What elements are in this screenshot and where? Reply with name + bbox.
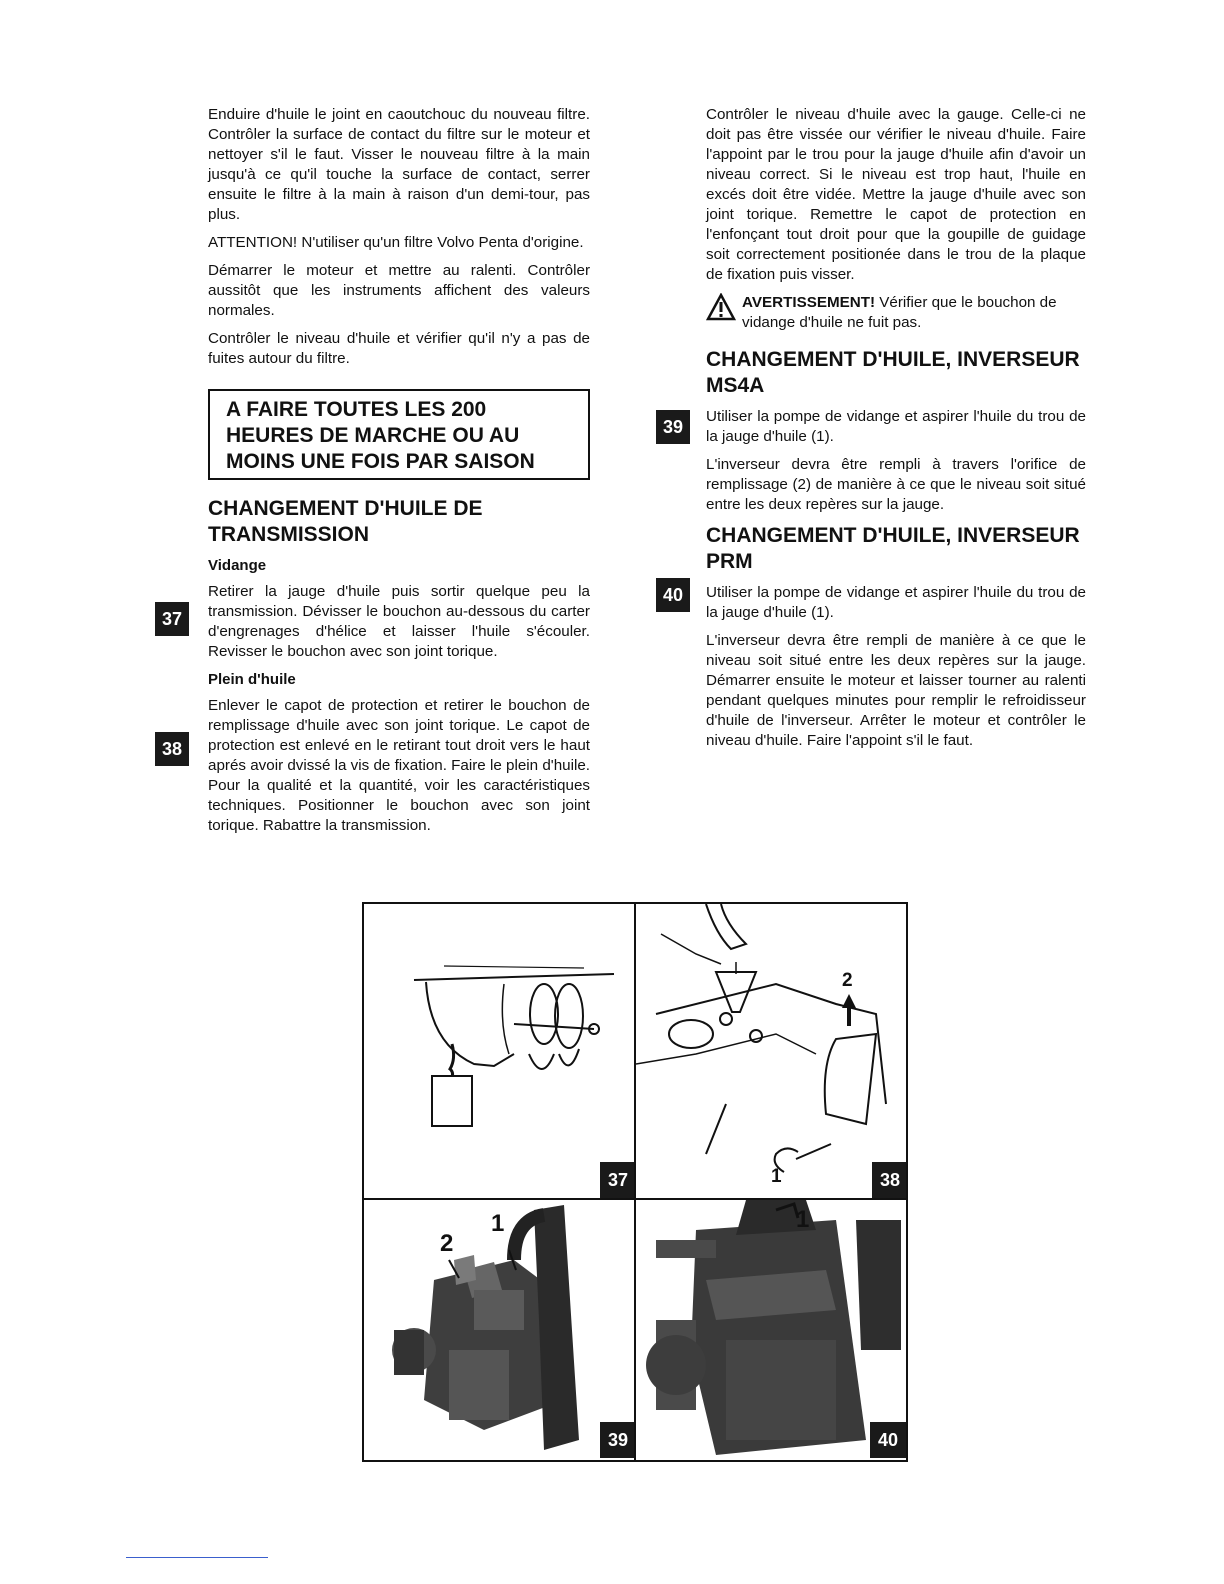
figure-40-callout-1: 1 [796, 1206, 810, 1233]
section-title-transmission-oil: CHANGEMENT D'HUILE DE TRANSMISSION [208, 497, 483, 546]
paragraph-start-engine: Démarrer le moteur et mettre au ralenti. Contrôler aussitôt que les instruments affichent des valeurs normales. [208, 262, 590, 319]
warning-label: AVERTISSEMENT! [742, 294, 876, 311]
warning-body: Vérifier que le bouchon de vidange d'huile ne fuit pas. [742, 294, 1057, 331]
figure-39-ms4a-photo [364, 1200, 636, 1460]
figure-37-drain-illustration [364, 904, 636, 1200]
right-column [706, 105, 1086, 759]
warning-text [742, 293, 1086, 333]
figure-39-callout-1: 1 [491, 1210, 505, 1237]
warning-note [706, 293, 1086, 333]
section-title-ms4a: CHANGEMENT D'HUILE, INVERSEUR MS4A [706, 348, 1080, 397]
paragraph-check-oil-level: Contrôler le niveau d'huile et vérifier qu'il n'y a pas de fuites autour du filtre. [208, 330, 590, 367]
figure-ref-badge-37: 37 [155, 602, 189, 636]
prm-gearbox-photo [636, 1200, 906, 1460]
subheading-plein: Plein d'huile [208, 671, 296, 688]
figure-38-callout-2: 2 [842, 970, 853, 991]
subheading-vidange: Vidange [208, 557, 267, 574]
figure-ref-badge-39: 39 [656, 410, 690, 444]
figure-39-number: 39 [600, 1422, 636, 1458]
footnote-separator [126, 1557, 268, 1558]
figure-40-number: 40 [870, 1422, 906, 1458]
paragraph-ms4a-fill: L'inverseur devra être rempli à travers l'orifice de remplissage (2) de manière à ce que le niveau soit situé entre les deux repères sur la jauge. [706, 456, 1086, 513]
drive-unit-drawing [364, 904, 634, 1198]
paragraph-plein: Enlever le capot de protection et retirer le bouchon de remplissage d'huile avec son joint torique. Le capot de protection est enlevé en le retirant tout droit vers le haut aprés avoir dvissé la vis de fixation. Faire le plein d'huile. Pour la qualité et la quantité, voir les caractéristiques techniques. Positionner le bouchon avec son joint torique. Rabattre la transmission. [208, 697, 590, 834]
oil-fill-drawing [636, 904, 906, 1198]
figure-grid [362, 902, 908, 1462]
paragraph-prm-fill: L'inverseur devra être rempli de manière à ce que le niveau soit situé entre les deux repères sur la jauge. Démarrer ensuite le moteur et laisser tourner au ralenti pendant quelques minutes pour remplir le refroidisseur d'huile de l'inverseur. Arrêter le moteur et contrôler le niveau d'huile. Faire l'appoint s'il le faut. [706, 632, 1086, 749]
figure-37-number: 37 [600, 1162, 636, 1198]
figure-ref-badge-40: 40 [656, 578, 690, 612]
left-column [208, 105, 590, 844]
paragraph-gauge-check: Contrôler le niveau d'huile avec la gauge. Celle-ci ne doit pas être vissée our vérifier le niveau d'huile. Faire l'appoint par le trou pour la jauge d'huile afin d'avoir un niveau correct. Si le niveau est trop haut, l'huile en excés doit être vidée. Mettre la jauge d'huile avec son joint torique. Remettre le capot de protection en l'enfonçant tout droit pour que la goupille de guidage soit correctement positionée dans le trou de la plaque de fixation puis visser. [706, 106, 1086, 283]
paragraph-prm-drain: Utiliser la pompe de vidange et aspirer l'huile du trou de la jauge d'huile (1). [706, 584, 1086, 621]
ms4a-gearbox-photo [364, 1200, 634, 1460]
paragraph-ms4a-drain: Utiliser la pompe de vidange et aspirer l'huile du trou de la jauge d'huile (1). [706, 408, 1086, 445]
section-title-prm: CHANGEMENT D'HUILE, INVERSEUR PRM [706, 524, 1080, 573]
figure-39-callout-2: 2 [440, 1230, 454, 1257]
paragraph-attention: ATTENTION! N'utiliser qu'un filtre Volvo Penta d'origine. [208, 234, 584, 251]
figure-38-number: 38 [872, 1162, 906, 1198]
maintenance-interval-box: A FAIRE TOUTES LES 200 HEURES DE MARCHE OU AU MOINS UNE FOIS PAR SAISON [208, 389, 590, 480]
figure-40-prm-photo [636, 1200, 906, 1460]
figure-ref-badge-38: 38 [155, 732, 189, 766]
figure-38-fill-illustration [636, 904, 906, 1200]
figure-38-callout-1: 1 [771, 1166, 782, 1187]
paragraph-vidange: Retirer la jauge d'huile puis sortir quelque peu la transmission. Dévisser le bouchon au-dessous du carter d'engrenages d'hélice et laisser l'huile s'écouler. Revisser le bouchon avec son joint torique. [208, 583, 590, 660]
warning-triangle-icon [706, 293, 736, 321]
paragraph-filter-install: Enduire d'huile le joint en caoutchouc du nouveau filtre. Contrôler la surface de contact du filtre sur le moteur et nettoyer s'il le faut. Visser le nouveau filtre à la main jusqu'à ce qu'il touche la surface de contact, serrer ensuite le filtre à la main à raison d'un demi-tour, pas plus. [208, 106, 590, 223]
